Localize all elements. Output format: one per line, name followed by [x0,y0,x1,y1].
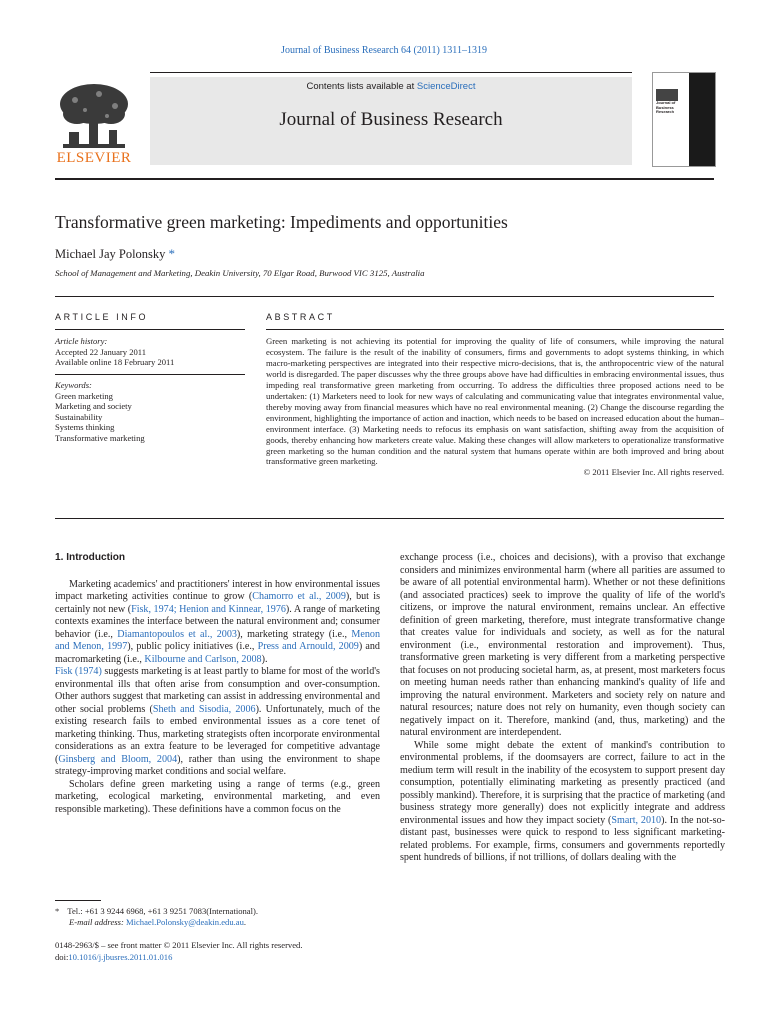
abstract-heading: ABSTRACT [266,312,335,322]
header-top-rule [150,72,632,73]
article-info-rule [55,329,245,330]
text-run: ). A range of marketing contexts examines the interface between the natural environment and; consumer behavior (i.e., [55,603,380,640]
text-run: While some might debate the extent of mankind's contribution to environmental problems, if the doomsayers are correct, failure to act in the medium term will result in the inability of the ecosystem to support present day consumption, potentially eliminating marketing as presently practiced (and possibly mankind). Therefore, it is surprising that the practice of marketing (and business strategy more generally) does not explicitly integrate and address environmental issues and how they impact society ( [400,739,725,826]
elsevier-wordmark: ELSEVIER [56,150,132,166]
journal-title: Journal of Business Research [279,109,503,130]
doi-line [55,951,303,963]
paragraph [400,740,725,865]
text-run: ). Unfortunately, much of the existing research fails to embed environmental issues as a core tenet of marketing thinking. Thus, marketing strategists often incorporate environmental considerations as an extra feature to be leveraged for competitive advantage ( [55,703,380,765]
text-run: ), but is certainly not new ( [55,591,381,615]
text-run: ), marketing strategy (i.e., [236,628,352,640]
doi-link[interactable]: 10.1016/j.jbusres.2011.01.016 [68,952,173,962]
citation-link[interactable]: Press and Arnould, 2009 [257,641,359,652]
article-history [55,336,245,368]
citation-link[interactable]: Chamorro et al., 2009 [252,591,346,602]
header-bottom-rule [55,178,714,180]
abstract-copyright: © 2011 Elsevier Inc. All rights reserved. [583,467,724,478]
journal-cover-thumbnail [652,72,716,167]
section-heading-introduction: 1. Introduction [55,552,126,563]
text-run: Marketing academics' and practitioners' interest in how environmental issues impact marketing activities continue to grow ( [55,578,380,602]
text-run: ), rather than using the environment to shape strategy-improving market conditions and social welfare. [55,753,380,777]
journal-reference[interactable]: Journal of Business Research 64 (2011) 1311–1319 [281,45,487,56]
contents-available-line [150,81,632,92]
keyword-item: Transformative marketing [55,432,145,443]
paragraph [55,666,380,779]
author-footnote-mark[interactable]: * [168,246,176,261]
text-run: suggests marketing is at least partly to blame for most of the world's environmental ills that often arise from consumption and over-consumption. Other authors suggest that marketing can assist in addressing environmental and other social problems ( [55,666,380,715]
front-matter-notice [55,939,303,963]
author-line [55,246,175,262]
text-run: ). [261,653,268,665]
email-link[interactable]: Michael.Polonsky@deakin.edu.au [125,917,244,927]
footnote-mark: * [55,906,60,916]
text-run: ), public policy initiatives (i.e., [127,641,258,652]
citation-link[interactable]: Fisk, 1974; Henion and Kinnear, 1976 [131,603,286,615]
email-label: E-mail address: [69,917,126,927]
citation-link[interactable]: Menon and Menon, 1997 [55,628,380,652]
history-divider [55,374,245,375]
keyword-item: Marketing and society [55,401,132,412]
paragraph: exchange process (i.e., choices and decisions), with a proviso that exchange considers and minimizes environmental harm (where all parities are assumed to be aware of all potential environmental harm). Whether or not these definitions (and associated practices) seek to improve the quality of life of the world's citizens, or improve the natural environment, remains unclear. An effective definition of green marketing, therefore, must integrate transformative change that creates value for individuals and society, as well as for the natural environment (i.e., environmental restoration and improvement). Thus, transformative green marketing is very different from a marketing perspective that focuses on not producing societal harm, as, at present, most marketers focus on meeting human needs rather than enhancing mankind's quality of life and improving the natural environment. Marketers and society rely on nature and natural resources; nature does not rely on humanity, even though society can negatively impact on it. Therefore, mankind (and, thus, marketing) and the natural environment are interdependent. [400,552,725,738]
abstract-bottom-rule [55,518,724,519]
cover-title-text: Journal of Business Research [656,100,676,114]
journal-header-band [150,77,632,165]
sciencedirect-link[interactable]: ScienceDirect [416,81,476,92]
cover-dark-strip [689,73,715,166]
abstract-text: Green marketing is not achieving its potential for improving the quality of life of consumers, while improving the natural ecosystem. The failure is the result of the inability of consumers, firms and governments to adopt systems thinking, in which macro-marketing perspectives are integrated into their respective micro-decisions, that is, the anthropocentric view of the natural world is disregarded. The paper discusses why the three groups above have had difficulties in embracing environmental issues, thus impeding real transformative green marketing from occurring. To address the difficulties three proposed actions need to be undertaken: (1) Marketers need to look for new ways of calculating and communicating value that integrates environmental value, thereby moving away from financial measures which have no real environmental meaning. (2) Change the discourse regarding the environment, highlighting the importance of action and inaction, which needs to be based on increased education about the human–environment interface. (3) Marketing needs to refocus its emphasis on want satisfaction, shifting away from the acquisition of goods, thereby enhancing how marketers create value. Making these changes will allow marketers to operationalize transformative green marketing so the human condition and the natural system that humans operate within are both improved and bring about transformative green marketing. [266,336,724,467]
keywords-block [55,380,245,444]
citation-link[interactable]: Ginsberg and Bloom, 2004 [58,753,178,765]
author-affiliation: School of Management and Marketing, Deakin University, 70 Elgar Road, Burwood VIC 3125, Australia [55,268,425,278]
paragraph [55,579,380,667]
keyword-item: Green marketing [55,390,113,401]
text-run: ). In the not-so-distant past, businesses were quick to respond to less significant marketing-related problems. For example, firms, consumers and governments reportedly spent hundreds of billions, if not trillions, of dollars dealing with the [400,814,725,863]
abstract-rule [266,329,724,330]
citation-link[interactable]: Diamantopoulos et al., 2003 [117,628,237,640]
issn-line: 0148-2963/$ – see front matter © 2011 Elsevier Inc. All rights reserved. [55,940,303,950]
left-column [55,552,380,816]
accepted-date: Accepted 22 January 2011 [55,346,147,357]
footnote-email-line [55,917,375,928]
article-history-label: Article history: [55,336,108,346]
keyword-item: Sustainability [55,411,103,422]
contents-prefix: Contents lists available at [306,81,417,92]
email-suffix: . [243,917,247,927]
online-date: Available online 18 February 2011 [55,357,175,368]
footnote-tel: Tel.: +61 3 9244 6968, +61 3 9251 7083(International). [67,906,259,916]
footnote-tel-line [55,906,375,917]
keywords-label: Keywords: [55,380,92,390]
citation-link[interactable]: Kilbourne and Carlson, 2008 [144,653,262,665]
article-info-heading: ARTICLE INFO [55,312,149,322]
front-matter-rule [55,296,714,297]
citation-link[interactable]: Smart, 2010 [611,814,662,826]
citation-link[interactable]: Sheth and Sisodia, 2006 [152,703,256,715]
doi-label: doi: [55,952,69,962]
author-name: Michael Jay Polonsky [55,247,166,261]
footnote-rule [55,900,101,901]
right-column [400,552,725,865]
article-title: Transformative green marketing: Impediments and opportunities [55,212,508,232]
citation-link[interactable]: Fisk (1974) [55,666,102,677]
text-run: ) and macromarketing (i.e., [55,641,380,665]
abstract-body [266,336,724,478]
keyword-item: Systems thinking [55,422,115,433]
paragraph: Scholars define green marketing using a range of terms (e.g., green marketing, ecological marketing, environmental marketing, and even responsible marketing). These definitions have a common focus on the [55,778,380,815]
author-footnote [55,906,375,928]
